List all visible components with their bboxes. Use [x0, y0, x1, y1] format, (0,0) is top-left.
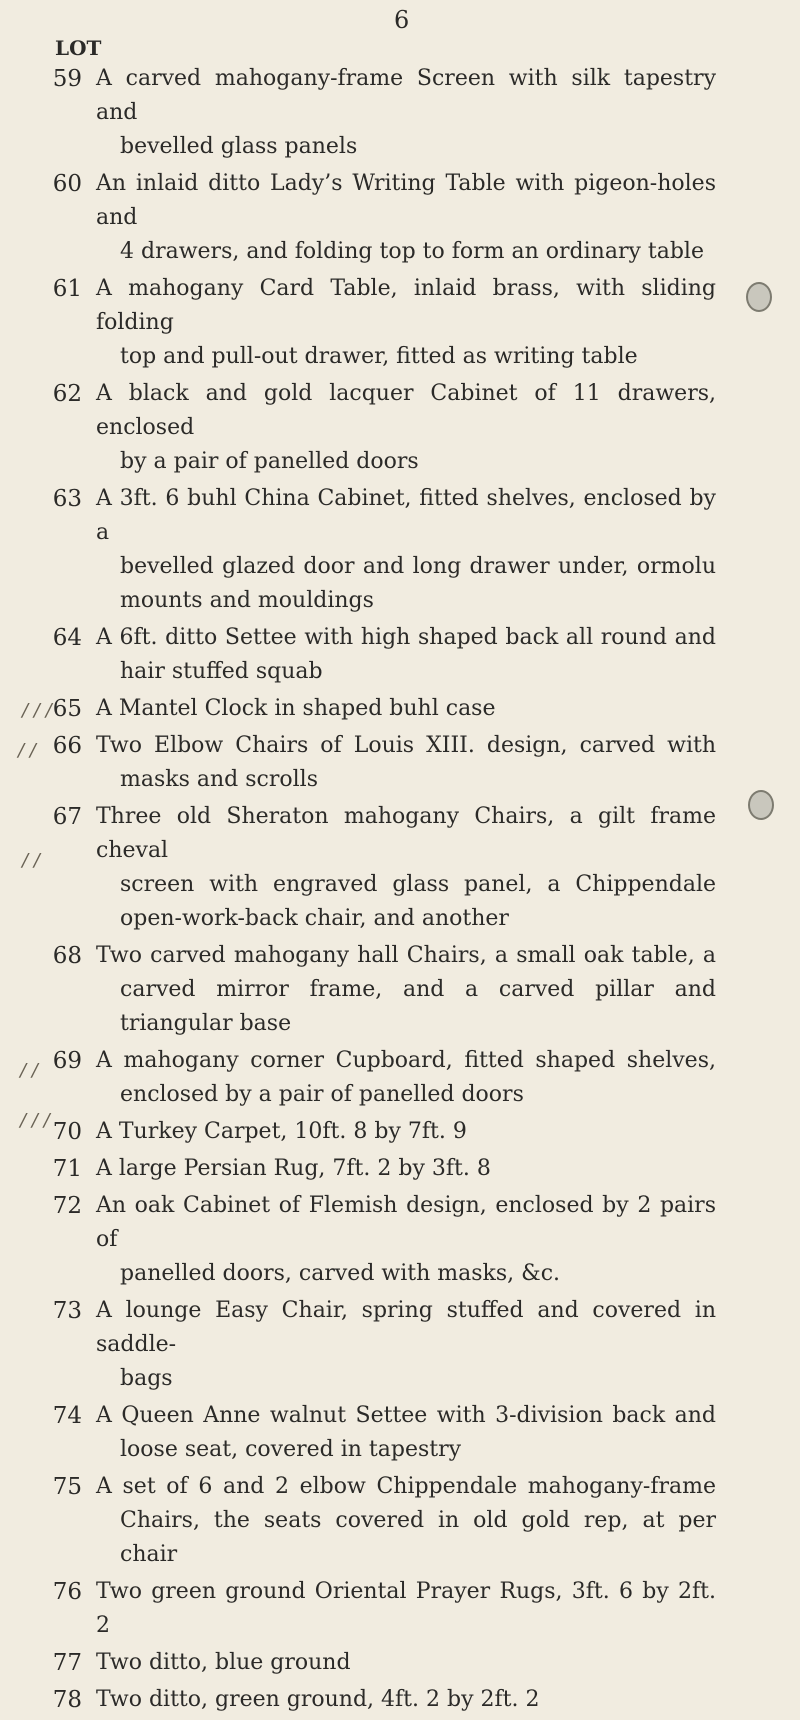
lot-number: 64: [52, 625, 82, 651]
lot-list: [0, 62, 800, 1720]
lot-description: [96, 482, 716, 618]
lot-number: 76: [52, 1579, 82, 1605]
lot-entry: [0, 1294, 800, 1396]
lot-description-first-line: An inlaid ditto Lady’s Writing Table with pigeon-holes and: [96, 171, 716, 230]
lot-description-first-line: A carved mahogany-frame Screen with silk tapestry and: [96, 66, 716, 125]
lot-entry: [0, 1646, 800, 1680]
lot-entry: [0, 1189, 800, 1291]
lot-description: [96, 1294, 716, 1396]
margin-annotation: / /: [22, 850, 40, 871]
stamp-mark-icon: [748, 790, 774, 820]
lot-description-continuation: by a pair of panelled doors: [120, 449, 419, 474]
lot-number: 68: [52, 943, 82, 969]
lot-number: 63: [52, 486, 82, 512]
lot-number: 77: [52, 1650, 82, 1676]
lot-number: 60: [52, 171, 82, 197]
lot-description-first-line: A mahogany corner Cupboard, fitted shaped shelves,: [96, 1048, 716, 1073]
lot-description: [96, 1646, 716, 1680]
lot-entry: [0, 272, 800, 374]
lot-description: [96, 729, 716, 797]
lot-number: 59: [52, 66, 82, 92]
lot-description-continuation: loose seat, covered in tapestry: [120, 1437, 462, 1462]
lot-description: [96, 1044, 716, 1112]
lot-entry: [0, 1152, 800, 1186]
lot-description-continuation: screen with engraved glass panel, a Chippendale open-work-back chair, and another: [120, 872, 716, 931]
lot-description-continuation: panelled doors, carved with masks, &c.: [120, 1261, 561, 1286]
lot-description: [96, 62, 716, 164]
lot-description: [96, 692, 716, 726]
lot-description-first-line: A 6ft. ditto Settee with high shaped back all round and: [96, 625, 716, 650]
lot-description-continuation: top and pull-out drawer, fitted as writing table: [120, 344, 638, 369]
lot-description-first-line: A large Persian Rug, 7ft. 2 by 3ft. 8: [96, 1156, 491, 1181]
lot-description: [96, 939, 716, 1041]
lot-description-first-line: A lounge Easy Chair, spring stuffed and covered in saddle-: [96, 1298, 716, 1357]
lot-description: [96, 621, 716, 689]
lot-description-first-line: Two Elbow Chairs of Louis XIII. design, carved with: [96, 733, 716, 758]
lot-description-first-line: A 3ft. 6 buhl China Cabinet, fitted shelves, enclosed by a: [96, 486, 716, 545]
lot-number: 75: [52, 1474, 82, 1500]
lot-description: [96, 1470, 716, 1572]
lot-number: 73: [52, 1298, 82, 1324]
lot-description: [96, 377, 716, 479]
lot-description: [96, 1152, 716, 1186]
lot-description: [96, 167, 716, 269]
stamp-mark-icon: [746, 282, 772, 312]
margin-annotation: / /: [18, 740, 36, 761]
lot-entry: [0, 482, 800, 618]
lot-description: [96, 1575, 716, 1643]
lot-entry: [0, 939, 800, 1041]
lot-entry: [0, 1683, 800, 1717]
lot-description-first-line: Two green ground Oriental Prayer Rugs, 3ft. 6 by 2ft. 2: [96, 1579, 716, 1638]
lot-number: 70: [52, 1119, 82, 1145]
lot-number: 65: [52, 696, 82, 722]
lot-description: [96, 800, 716, 936]
lot-description-continuation: bevelled glazed door and long drawer under, ormolu mounts and mouldings: [120, 554, 716, 613]
lot-description-first-line: A Queen Anne walnut Settee with 3-division back and: [96, 1403, 716, 1428]
lot-description-continuation: bags: [120, 1366, 173, 1391]
lot-description-first-line: Three old Sheraton mahogany Chairs, a gilt frame cheval: [96, 804, 716, 863]
lot-description-continuation: bevelled glass panels: [120, 134, 358, 159]
lot-entry: [0, 692, 800, 726]
lot-entry: [0, 167, 800, 269]
lot-column-header: LOT: [55, 36, 102, 60]
lot-description-continuation: Chairs, the seats covered in old gold rep, at per chair: [120, 1508, 716, 1567]
lot-entry: [0, 377, 800, 479]
lot-number: 66: [52, 733, 82, 759]
lot-number: 78: [52, 1687, 82, 1713]
lot-number: 67: [52, 804, 82, 830]
lot-number: 72: [52, 1193, 82, 1219]
lot-description-continuation: hair stuffed squab: [120, 659, 323, 684]
lot-description-first-line: A mahogany Card Table, inlaid brass, with sliding folding: [96, 276, 716, 335]
lot-description-first-line: Two ditto, blue ground: [96, 1650, 351, 1675]
lot-description-first-line: A black and gold lacquer Cabinet of 11 drawers, enclosed: [96, 381, 716, 440]
lot-number: 69: [52, 1048, 82, 1074]
lot-entry: [0, 621, 800, 689]
lot-number: 62: [52, 381, 82, 407]
lot-description-continuation: 4 drawers, and folding top to form an ordinary table: [120, 239, 704, 264]
lot-description-first-line: A Mantel Clock in shaped buhl case: [96, 696, 496, 721]
margin-annotation: / / /: [20, 1110, 50, 1131]
lot-description-first-line: A set of 6 and 2 elbow Chippendale mahogany-frame: [96, 1474, 716, 1499]
lot-entry: [0, 1575, 800, 1643]
lot-entry: [0, 800, 800, 936]
margin-annotation: / / /: [22, 700, 52, 721]
lot-description: [96, 1683, 716, 1717]
lot-description-continuation: masks and scrolls: [120, 767, 318, 792]
lot-description: [96, 1399, 716, 1467]
lot-description-first-line: Two carved mahogany hall Chairs, a small oak table, a: [96, 943, 716, 968]
lot-entry: [0, 1115, 800, 1149]
lot-entry: [0, 1470, 800, 1572]
lot-description-first-line: Two ditto, green ground, 4ft. 2 by 2ft. 2: [96, 1687, 540, 1712]
lot-description-first-line: An oak Cabinet of Flemish design, enclosed by 2 pairs of: [96, 1193, 716, 1252]
lot-entry: [0, 62, 800, 164]
lot-number: 74: [52, 1403, 82, 1429]
lot-entry: [0, 1399, 800, 1467]
lot-description-continuation: enclosed by a pair of panelled doors: [120, 1082, 524, 1107]
lot-description: [96, 1115, 716, 1149]
lot-entry: [0, 1044, 800, 1112]
lot-number: 61: [52, 276, 82, 302]
page-number: 6: [394, 6, 410, 34]
lot-description: [96, 1189, 716, 1291]
lot-description-continuation: carved mirror frame, and a carved pillar and triangular base: [120, 977, 716, 1036]
lot-description: [96, 272, 716, 374]
lot-number: 71: [52, 1156, 82, 1182]
lot-entry: [0, 729, 800, 797]
margin-annotation: / /: [20, 1060, 38, 1081]
lot-description-first-line: A Turkey Carpet, 10ft. 8 by 7ft. 9: [96, 1119, 467, 1144]
